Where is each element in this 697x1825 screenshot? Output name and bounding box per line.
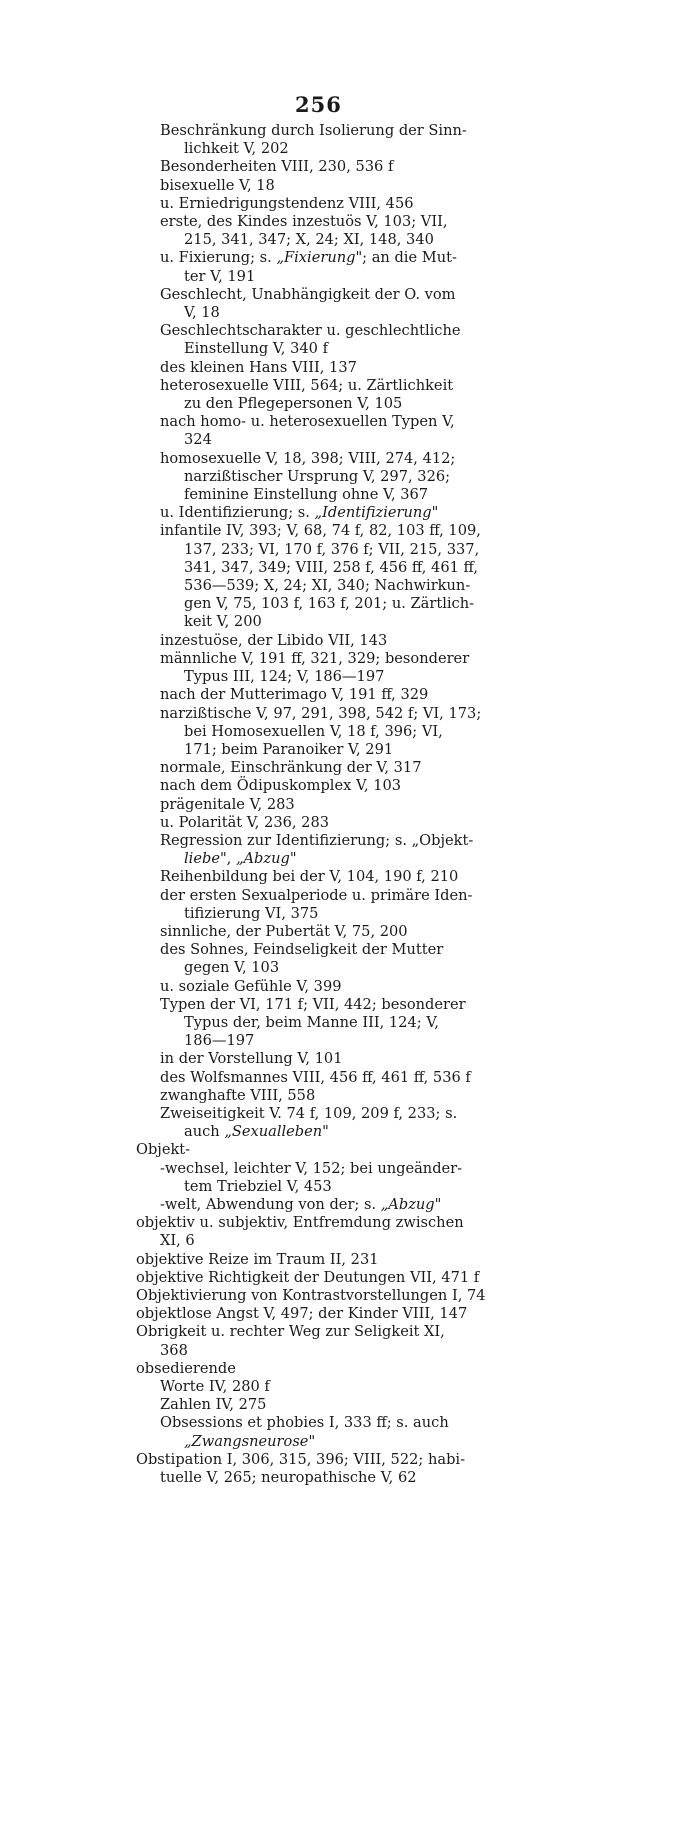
index-line: der ersten Sexualperiode u. primäre Iden- <box>160 886 473 904</box>
index-line: des Wolfsmannes VIII, 456 ff, 461 ff, 536 f <box>160 1068 471 1086</box>
index-line: -welt, Abwendung von der; s. „Abzug" <box>160 1195 442 1213</box>
index-line: u. Fixierung; s. „Fixierung"; an die Mut- <box>160 249 457 267</box>
index-line: Obstipation I, 306, 315, 396; VIII, 522; habi- <box>136 1450 466 1468</box>
index-line: objektlose Angst V, 497; der Kinder VIII, 147 <box>136 1305 468 1323</box>
index-column <box>0 122 697 1487</box>
index-line: Obrigkeit u. rechter Weg zur Seligkeit XI, <box>136 1323 445 1341</box>
index-line: tifizierung VI, 375 <box>184 904 319 922</box>
index-line: feminine Einstellung ohne V, 367 <box>184 486 429 504</box>
index-line: Geschlechtscharakter u. geschlechtliche <box>160 322 461 340</box>
index-line: bei Homosexuellen V, 18 f, 396; VI, <box>184 722 443 740</box>
index-line: u. soziale Gefühle V, 399 <box>160 977 342 995</box>
index-line: Einstellung V, 340 f <box>184 340 328 358</box>
index-line: 137, 233; VI, 170 f, 376 f; VII, 215, 337, <box>184 540 480 558</box>
index-line: Typus der, beim Manne III, 124; V, <box>184 1013 439 1031</box>
index-line: -wechsel, leichter V, 152; bei ungeänder- <box>160 1159 463 1177</box>
index-line: Beschränkung durch Isolierung der Sinn- <box>160 122 467 139</box>
index-line: Geschlecht, Unabhängigkeit der O. vom <box>160 285 456 303</box>
index-line: objektive Richtigkeit der Deutungen VII, 471 f <box>136 1268 480 1286</box>
index-line: u. Polarität V, 236, 283 <box>160 813 330 831</box>
index-line: objektiv u. subjektiv, Entfremdung zwischen <box>136 1214 464 1232</box>
index-line: normale, Einschränkung der V, 317 <box>160 759 422 777</box>
index-line: „Zwangsneurose" <box>184 1432 316 1450</box>
index-line: prägenitale V, 283 <box>160 795 295 813</box>
index-line: lichkeit V, 202 <box>184 140 289 158</box>
index-line: gen V, 75, 103 f, 163 f, 201; u. Zärtlich- <box>184 595 475 613</box>
index-line: Typus III, 124; V, 186—197 <box>184 668 385 686</box>
index-line: in der Vorstellung V, 101 <box>160 1050 343 1068</box>
index-line: u. Identifizierung; s. „Identifizierung" <box>160 504 439 522</box>
index-line: Objektivierung von Kontrastvorstellungen I, 74 <box>136 1287 486 1304</box>
index-line: 324 <box>184 431 212 449</box>
index-line: nach der Mutterimago V, 191 ff, 329 <box>160 686 429 704</box>
index-line: 341, 347, 349; VIII, 258 f, 456 ff, 461 ff, <box>184 558 479 576</box>
index-line: Obsessions et phobies I, 333 ff; s. auch <box>160 1414 449 1432</box>
index-line: homosexuelle V, 18, 398; VIII, 274, 412; <box>160 449 456 467</box>
index-line: inzestuöse, der Libido VII, 143 <box>160 631 388 649</box>
index-line: 215, 341, 347; X, 24; XI, 148, 340 <box>184 231 434 249</box>
index-line: auch „Sexualleben" <box>184 1123 329 1141</box>
index-line: bisexuelle V, 18 <box>160 176 275 194</box>
index-line: obsedierende <box>136 1359 236 1377</box>
index-line: erste, des Kindes inzestuös V, 103; VII, <box>160 213 448 231</box>
index-line: 536—539; X, 24; XI, 340; Nachwirkun- <box>184 577 471 595</box>
index-line: Worte IV, 280 f <box>160 1378 270 1396</box>
index-line: Typen der VI, 171 f; VII, 442; besonderer <box>160 995 466 1013</box>
index-line: Reihenbildung bei der V, 104, 190 f, 210 <box>160 868 459 886</box>
index-line: Besonderheiten VIII, 230, 536 f <box>160 158 394 176</box>
index-line: zwanghafte VIII, 558 <box>160 1086 316 1104</box>
index-line: tuelle V, 265; neuropathische V, 62 <box>160 1469 417 1487</box>
index-line: Zweiseitigkeit V. 74 f, 109, 209 f, 233; s. <box>160 1104 458 1122</box>
index-line: liebe", „Abzug" <box>184 850 297 868</box>
index-line: narzißtischer Ursprung V, 297, 326; <box>184 467 451 485</box>
index-line: 186—197 <box>184 1032 255 1050</box>
index-line: des kleinen Hans VIII, 137 <box>160 358 357 376</box>
index-line: Zahlen IV, 275 <box>160 1396 267 1414</box>
index-line: 368 <box>160 1341 188 1359</box>
index-line: infantile IV, 393; V, 68, 74 f, 82, 103 ff, 109, <box>160 522 481 540</box>
index-line: u. Erniedrigungstendenz VIII, 456 <box>160 194 414 212</box>
index-line: zu den Pflegepersonen V, 105 <box>184 395 403 413</box>
index-line: V, 18 <box>184 304 220 322</box>
index-line: narzißtische V, 97, 291, 398, 542 f; VI, 173; <box>160 704 482 722</box>
index-line: objektive Reize im Traum II, 231 <box>136 1250 379 1268</box>
index-line: XI, 6 <box>160 1232 195 1250</box>
index-line: nach dem Ödipuskomplex V, 103 <box>160 777 402 795</box>
index-line: nach homo- u. heterosexuellen Typen V, <box>160 413 455 431</box>
index-line: Objekt- <box>136 1141 191 1159</box>
index-line: tem Triebziel V, 453 <box>184 1177 332 1195</box>
index-line: 171; beim Paranoiker V, 291 <box>184 740 394 758</box>
index-line: heterosexuelle VIII, 564; u. Zärtlichkeit <box>160 376 454 394</box>
index-line: ter V, 191 <box>184 267 256 285</box>
index-line: gegen V, 103 <box>184 959 280 977</box>
index-line: Regression zur Identifizierung; s. „Objekt- <box>160 831 474 849</box>
index-line: keit V, 200 <box>184 613 262 631</box>
index-line: sinnliche, der Pubertät V, 75, 200 <box>160 922 408 940</box>
page-number: 256 <box>295 92 342 117</box>
index-line: des Sohnes, Feindseligkeit der Mutter <box>160 941 444 959</box>
index-line: männliche V, 191 ff, 321, 329; besonderer <box>160 649 470 667</box>
